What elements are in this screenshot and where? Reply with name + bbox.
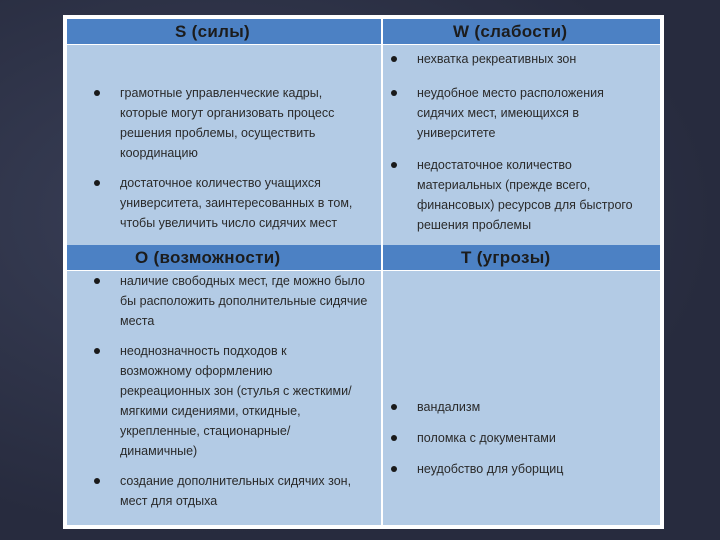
- list-item: неудобство для уборщиц: [391, 459, 641, 479]
- opportunities-title: O (возможности): [135, 247, 281, 267]
- weaknesses-header: [383, 19, 660, 45]
- threats-header: [383, 245, 660, 271]
- weaknesses-title: W (слабости): [453, 21, 568, 41]
- list-item: поломка с документами: [391, 428, 641, 448]
- list-item: неоднозначность подходов к возможному оформлению рекреационных зон (стулья с жесткими/мягкими сидениями, откидные, укрепленные, стационарные/динамичные): [94, 341, 359, 461]
- strengths-title: S (силы): [175, 21, 251, 41]
- list-item: недостаточное количество материальных (прежде всего, финансовых) ресурсов для быстрого решения проблемы: [391, 155, 646, 235]
- strengths-header: [67, 19, 383, 45]
- list-item: создание дополнительных сидячих зон, мест для отдыха: [94, 471, 369, 511]
- list-item: грамотные управленческие кадры, которые могут организовать процесс решения проблемы, осуществить координацию: [94, 83, 364, 163]
- list-item: наличие свободных мест, где можно было бы расположить дополнительные сидячие места: [94, 271, 369, 331]
- opportunities-cell: [67, 271, 383, 525]
- threats-cell: [383, 271, 660, 525]
- list-item: достаточное количество учащихся университета, заинтересованных в том, чтобы увеличить число сидячих мест: [94, 173, 383, 233]
- swot-table: [67, 19, 660, 525]
- swot-table-frame: [63, 15, 664, 529]
- list-item: нехватка рекреативных зон: [391, 49, 631, 69]
- threats-title: T (угрозы): [461, 247, 551, 267]
- weaknesses-cell: [383, 45, 660, 245]
- list-item: неудобное место расположения сидячих мест, имеющихся в университете: [391, 83, 641, 143]
- opportunities-header: [67, 245, 383, 271]
- list-item: вандализм: [391, 397, 641, 417]
- strengths-cell: [67, 45, 383, 245]
